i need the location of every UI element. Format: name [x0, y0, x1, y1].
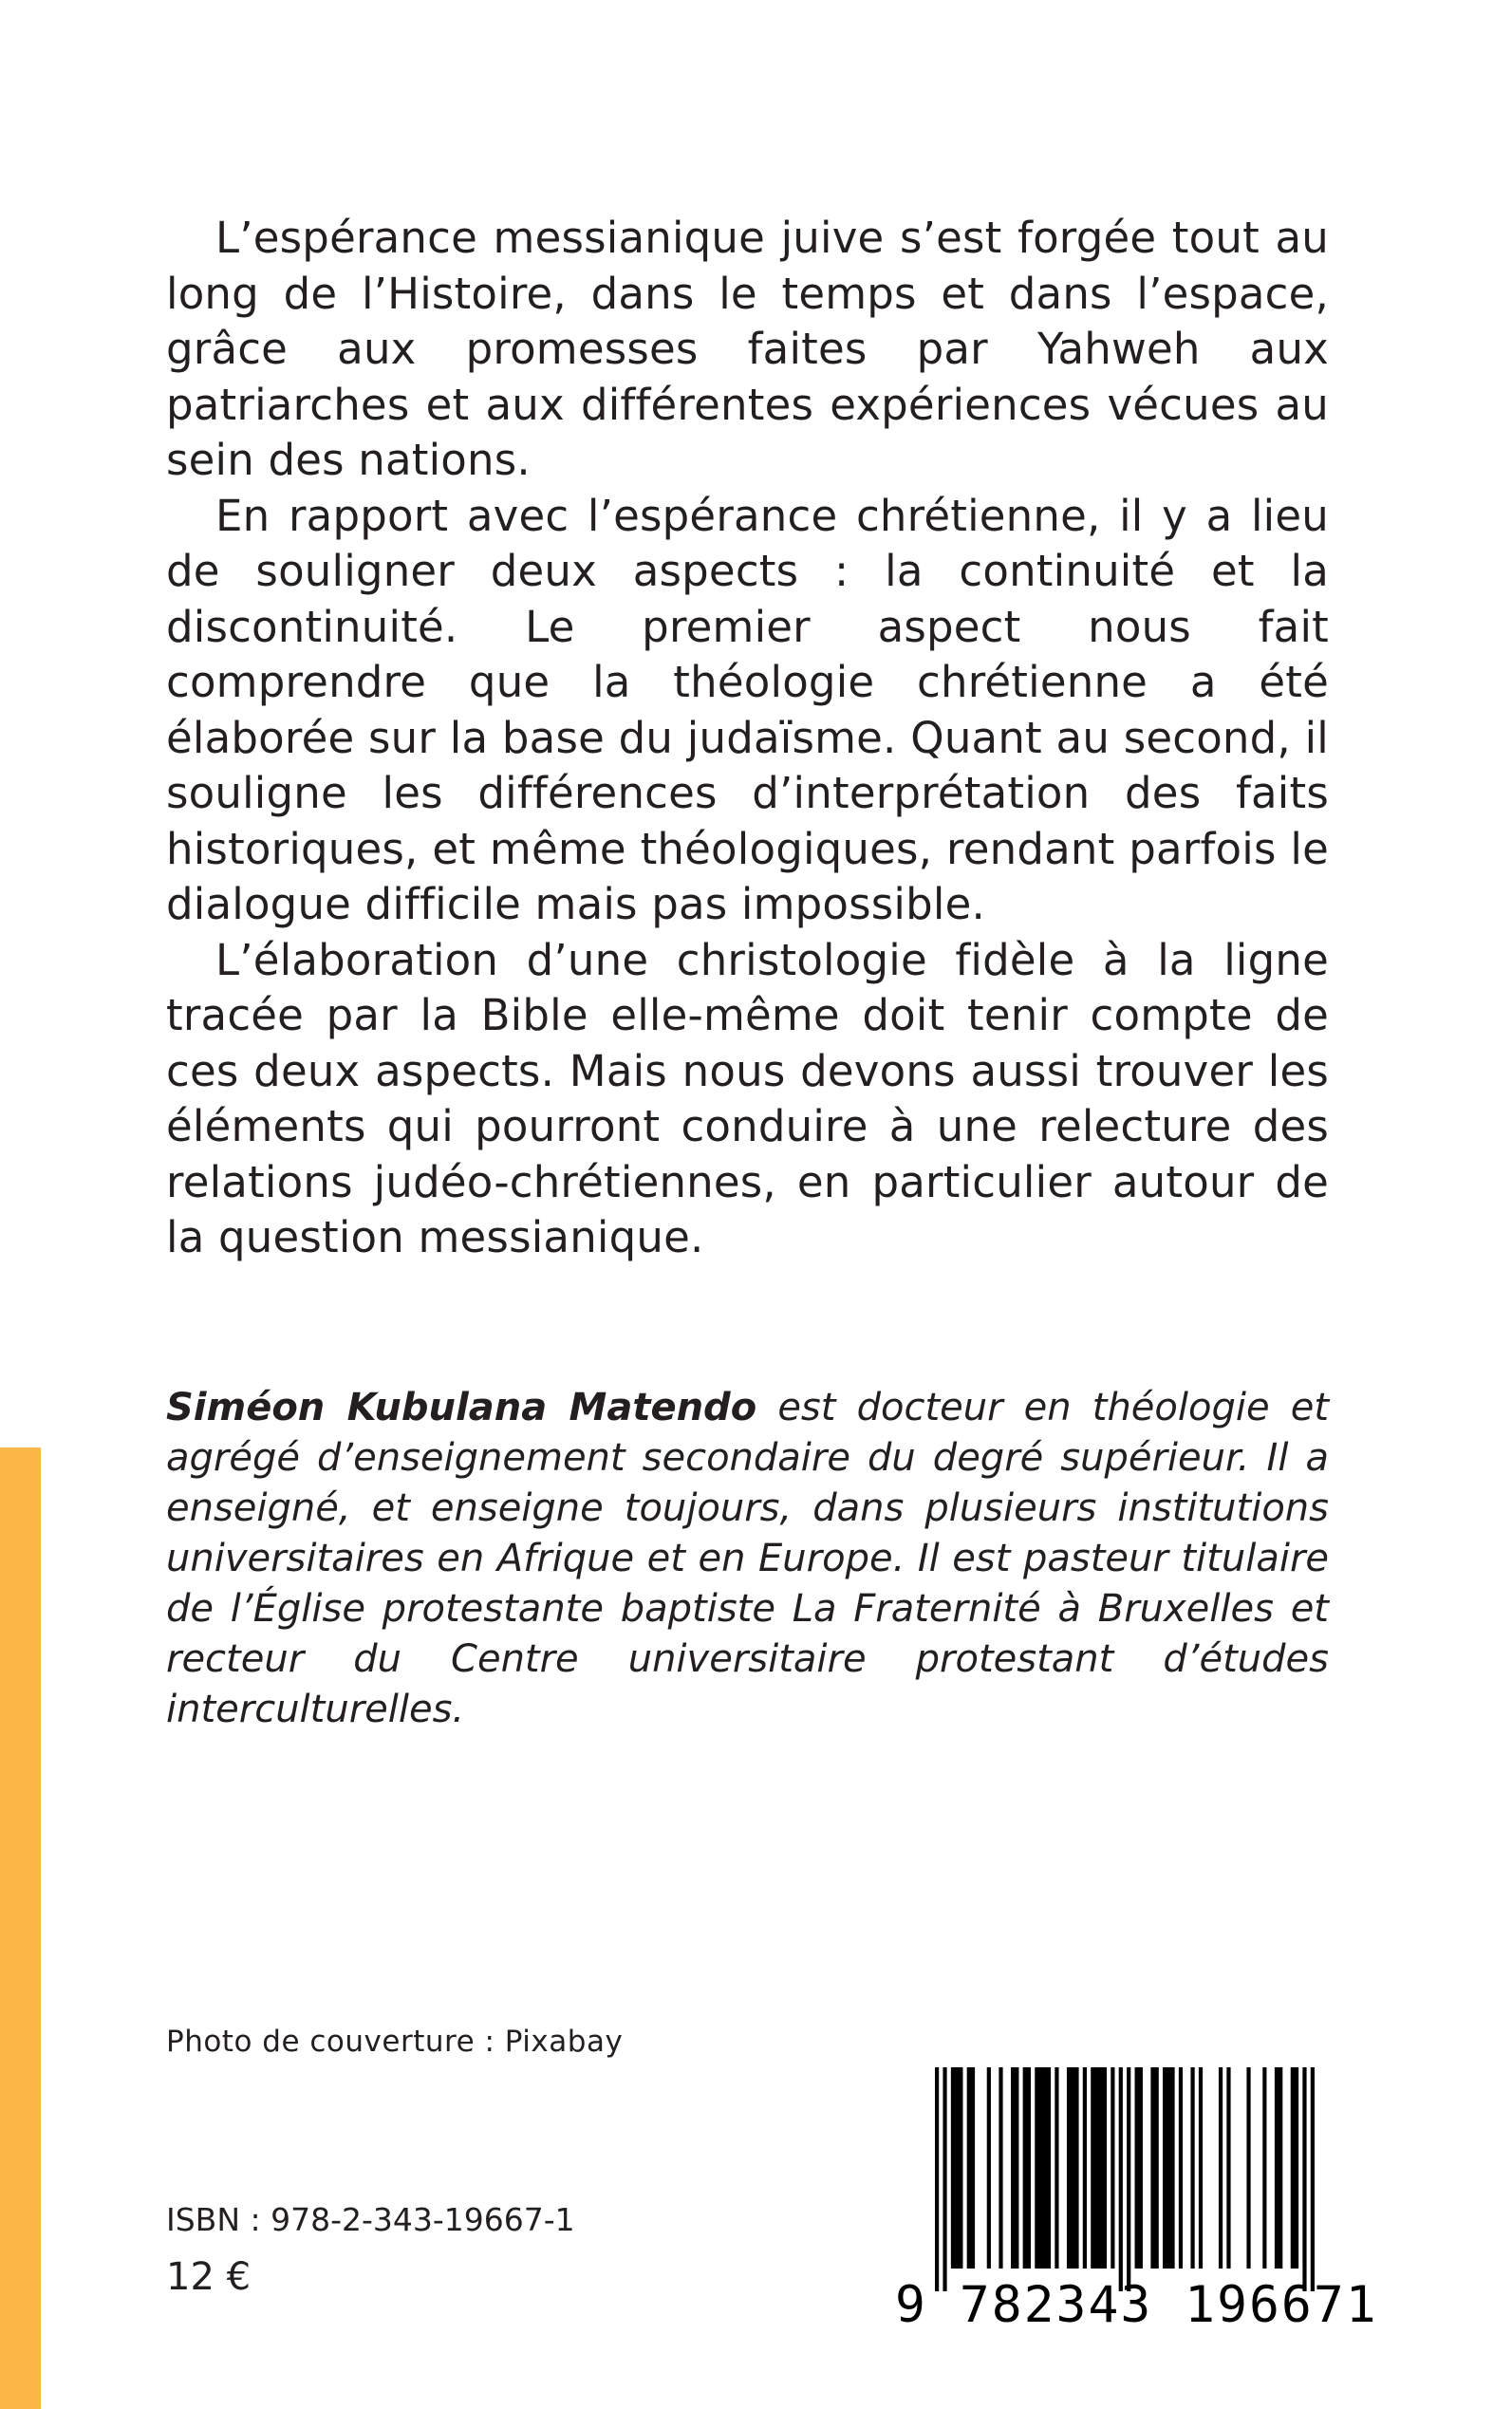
blurb-paragraph-3: L’élaboration d’une christologie fidèle à la ligne tracée par la Bible elle-même doit tenir compte de ces deux aspects. Mais nous devons aussi trouver les éléments qui pourront conduire à une relecture des relations judéo-chrétiennes, en particulier autour de la question messianique.: [166, 934, 1329, 1262]
photo-credit: Photo de couverture : Pixabay: [166, 2025, 624, 2059]
barcode-bar: [1311, 2067, 1315, 2291]
barcode-bar: [1055, 2067, 1058, 2269]
barcode-bar: [935, 2067, 939, 2291]
barcode-bar: [1246, 2067, 1250, 2269]
barcode-bar: [1190, 2067, 1194, 2269]
barcode-digits: 9 782343 196671: [895, 2276, 1378, 2334]
barcode-bar: [987, 2067, 991, 2269]
barcode-bar: [999, 2067, 1002, 2269]
author-bio: [166, 1383, 1329, 1735]
accent-bar: [0, 1447, 41, 2409]
barcode-bar: [943, 2067, 946, 2291]
barcode-bar: [1179, 2067, 1183, 2269]
barcode-bar: [1023, 2067, 1031, 2269]
barcode-bar: [1035, 2067, 1051, 2269]
blurb-paragraph-1: L’espérance messianique juive s’est forgée tout au long de l’Histoire, dans le temps et dans l’espace, grâce aux promesses faites par Yahweh aux patriarches et aux différentes expériences vécues au sein des nations.: [166, 213, 1329, 485]
barcode-bar: [1275, 2067, 1282, 2269]
barcode-bar: [1091, 2067, 1107, 2269]
price: 12 €: [166, 2255, 252, 2299]
barcode-bar: [1150, 2067, 1158, 2269]
barcode-bar: [1135, 2067, 1143, 2269]
barcode-bars: [935, 2067, 1315, 2291]
barcode-bar: [1199, 2067, 1203, 2269]
barcode-bar: [951, 2067, 963, 2269]
barcode-bar: [1302, 2067, 1306, 2291]
barcode-bar: [1291, 2067, 1298, 2269]
barcode-bar: [1067, 2067, 1079, 2269]
author-bio-text: est docteur en théologie et agrégé d’enseignement secondaire du degré supérieur. Il a enseigné, et enseigne toujours, dans plusieurs institutions universitaires en Afrique et en Europe. Il est pasteur titulaire de l’Église protestante baptiste La Fraternité à Bruxelles et recteur du Centre universitaire protestant d’études interculturelles.: [166, 1386, 1329, 1731]
barcode-bar: [1262, 2067, 1266, 2269]
barcode: [895, 2067, 1378, 2341]
barcode-bar: [967, 2067, 975, 2269]
blurb-paragraph-2: En rapport avec l’espérance chrétienne, il y a lieu de souligner deux aspects : la continuité et la discontinuité. Le premier aspect nous fait comprendre que la théologie chrétienne a été élaborée sur la base du judaïsme. Quant au second, il souligne les différences d’interprétation des faits historiques, et même théologiques, rendant parfois le dialogue difficile mais pas impossible.: [166, 490, 1329, 929]
back-cover-blurb: [166, 211, 1329, 1266]
isbn: ISBN : 978-2-343-19667-1: [166, 2201, 575, 2238]
barcode-bar: [1011, 2067, 1018, 2269]
barcode-bar: [1127, 2067, 1130, 2291]
barcode-bar: [1119, 2067, 1123, 2291]
barcode-bar: [1163, 2067, 1175, 2269]
barcode-bar: [1226, 2067, 1230, 2269]
author-name: Siméon Kubulana Matendo: [166, 1386, 757, 1429]
barcode-bar: [1219, 2067, 1223, 2269]
barcode-bar: [1083, 2067, 1087, 2269]
barcode-bar: [1111, 2067, 1114, 2269]
